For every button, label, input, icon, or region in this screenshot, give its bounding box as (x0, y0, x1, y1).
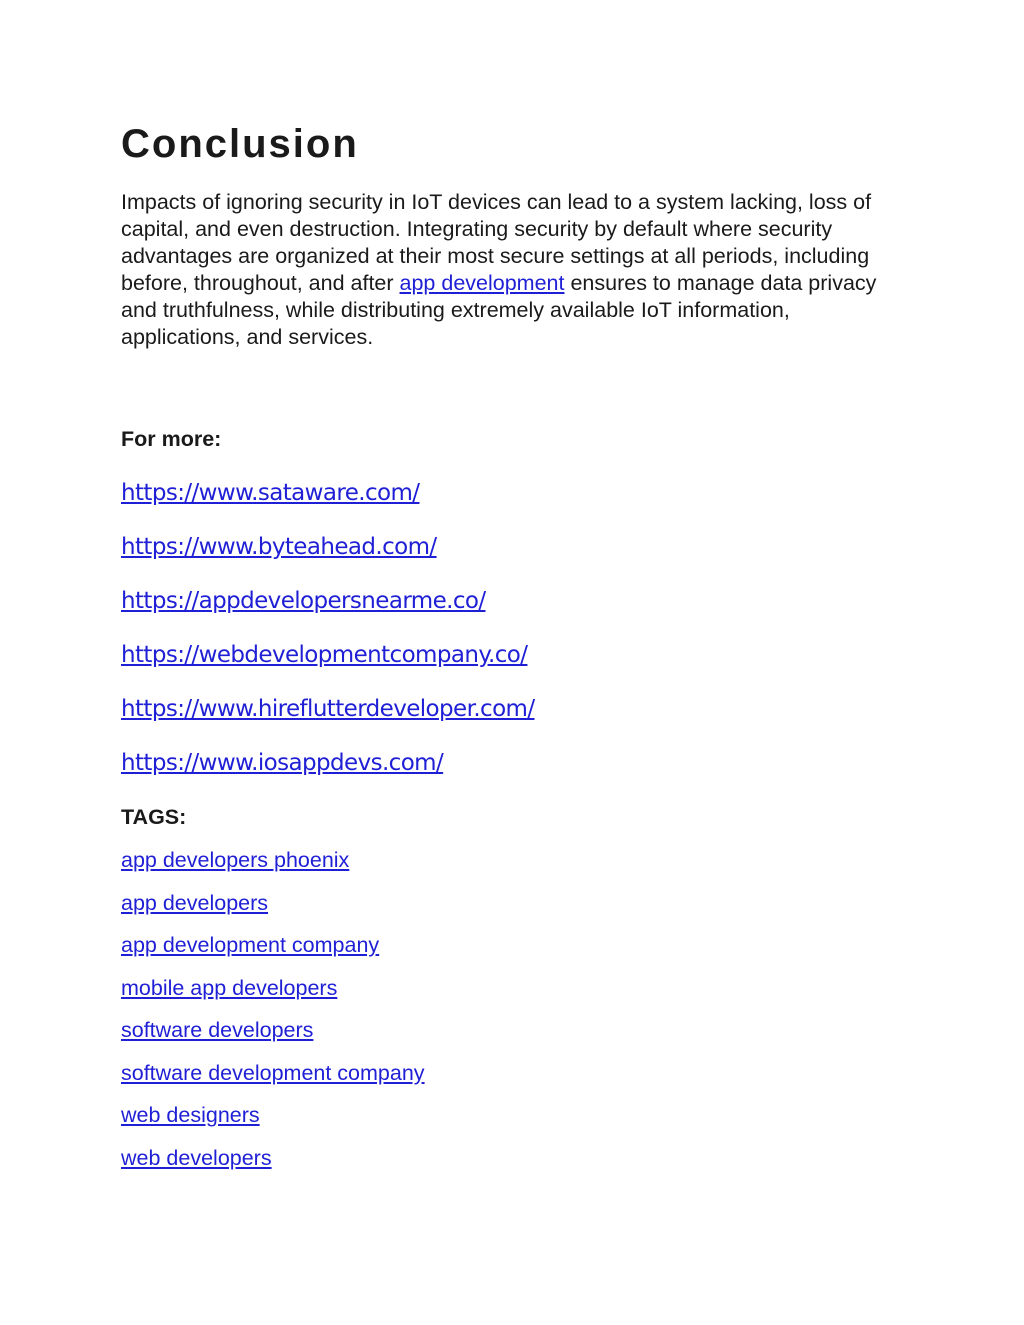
tags-label: TAGS: (121, 805, 187, 829)
tags-list (121, 846, 425, 1186)
paragraph-text-start: Impacts of ignoring security in IoT devices can lead to a system lacking, loss of capital, and even destruction. Integrating security by default where security advantages are organized at their most secure settings at all periods, including before, throughout, and after (121, 190, 872, 295)
tag-link[interactable]: app development company (121, 933, 380, 957)
sataware-link[interactable]: https://www.sataware.com/ (121, 480, 420, 506)
iosappdevs-link[interactable]: https://www.iosappdevs.com/ (121, 750, 444, 776)
tag-link[interactable]: mobile app developers (121, 975, 338, 1000)
conclusion-paragraph (121, 189, 901, 351)
webdevelopmentcompany-link[interactable]: https://webdevelopmentcompany.co/ (121, 642, 528, 668)
list-item (121, 640, 535, 694)
tag-link[interactable]: software development company (121, 1060, 425, 1085)
for-more-label: For more: (121, 427, 222, 451)
list-item (121, 1101, 425, 1144)
list-item (121, 748, 535, 802)
list-item (121, 974, 425, 1017)
paragraph-text-end: ensures to manage data privacy and truthfulness, while distributing extremely available IoT information, applications, and services. (121, 271, 877, 349)
list-item (121, 889, 425, 932)
page-title: Conclusion (121, 122, 359, 166)
list-item (121, 846, 425, 889)
list-item (121, 1144, 425, 1187)
appdevelopersnearme-link[interactable]: https://appdevelopersnearme.co/ (121, 588, 486, 614)
list-item (121, 532, 535, 586)
tag-link[interactable]: app developers phoenix (121, 848, 350, 872)
byteahead-link[interactable]: https://www.byteahead.com/ (121, 534, 437, 560)
reference-links-list (121, 478, 535, 802)
tag-link[interactable]: web developers (121, 1145, 272, 1170)
list-item (121, 1016, 425, 1059)
list-item (121, 478, 535, 532)
hireflutterdeveloper-link[interactable]: https://www.hireflutterdeveloper.com/ (121, 696, 535, 722)
app-development-link[interactable]: app development (399, 271, 565, 295)
list-item (121, 586, 535, 640)
tag-link[interactable]: app developers (121, 890, 269, 915)
list-item (121, 1059, 425, 1102)
tag-link[interactable]: web designers (121, 1103, 260, 1127)
list-item (121, 694, 535, 748)
list-item (121, 931, 425, 974)
tag-link[interactable]: software developers (121, 1018, 314, 1042)
